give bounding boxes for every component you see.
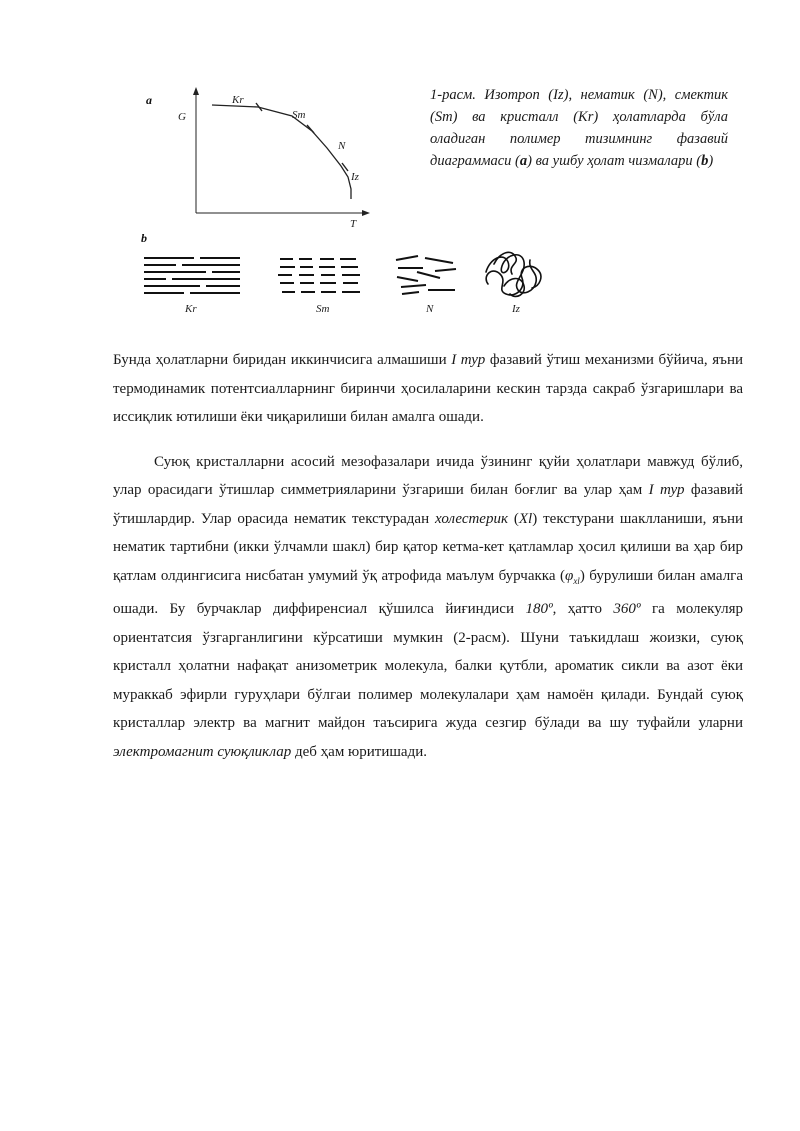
panel-b-label: b bbox=[141, 231, 147, 245]
figure-caption bbox=[430, 84, 728, 172]
curve-label-iz: Iz bbox=[351, 171, 359, 183]
x-axis-label: T bbox=[350, 218, 357, 230]
caption-panel-b: b bbox=[701, 153, 709, 169]
state-sketch-sm bbox=[278, 259, 360, 292]
emphasis: I тур bbox=[648, 482, 685, 498]
state-sketch-kr bbox=[144, 258, 240, 293]
emphasis: 180º bbox=[525, 601, 553, 617]
paragraph-2: Суюқ кристалларни асосий мезофазалари ичида ўзининг қуйи ҳолатлари мавжуд бўлиб, улар орасидаги ўтишлар симметрияларини ўзгариши билан боғлиг ва улар ҳам I тур фазавий ўтишлардир. Улар орасида нематик текстурадан холестерик (Xl) текстурани шаклланиши, яъни нематик тартибни (икки ўлчамли шакл) бир қатор кетма-кет қатламлар ҳосил қилиши ва ҳар бир қатлам олдингисига нисбатан умумий ўқ атрофида маълум бурчакка $(\varphi_{xl})$ бурулиши билан амалга ошади. Бу бурчаклар диффиренсиал қўшилса йиғиндиси 180º, ҳатто 360º га молекуляр ориентатсия ўзгарганлигини кўрсатиши мумкин (2-расм). Шуни таъкидлаш жоизки, суюқ кристалл ҳолатни нафақат анизометрик молекула, балки қутбли, ароматик сикли ва азот ёки мураккаб эфирли гуруҳлари бўлгаи полимер молекулалари ҳам намоён қилади. Бундай суюқ кристаллар электр ва магнит майдон таъсирига жуда сезгир бўлади ва шу туфайли уларни электромагнит суюқликлар деб ҳам юритишади. bbox=[113, 453, 743, 760]
phi-symbol: $\varphi_{xl}$ bbox=[565, 567, 580, 586]
emphasis: 360º bbox=[613, 601, 641, 617]
caption-text: ) ва кристалл ( bbox=[452, 109, 579, 125]
state-label-n: N bbox=[426, 303, 434, 315]
paragraph-1: Бунда ҳолатларни биридан иккинчисига алмашиши I тур фазавий ўтиш механизми бўйича, яъни термодинамик потентсиалларнинг биринчи ҳосилаларини кескин тарзда сакраб ўзгаришлари ва иссиқлик ютилиши ёки чиқарилиши билан амалга ошади. bbox=[113, 352, 743, 425]
state-sketch-iz bbox=[486, 252, 541, 296]
emphasis: I тур bbox=[451, 352, 486, 368]
body-text bbox=[113, 346, 743, 766]
caption-text: ), нематик ( bbox=[563, 87, 649, 103]
caption-text: ), смектик ( bbox=[430, 87, 728, 125]
caption-text: ) ҳолатларда бўла оладиган полимер тизимнинг фазавий диаграммаси ( bbox=[430, 109, 728, 169]
state-sketch-n bbox=[396, 256, 456, 294]
caption-kr: Kr bbox=[578, 109, 594, 125]
free-energy-curve bbox=[212, 105, 351, 199]
state-label-iz: Iz bbox=[512, 303, 520, 315]
caption-panel-a: а bbox=[519, 153, 528, 169]
emphasis: электромагнит суюқликлар bbox=[113, 743, 292, 760]
panel-a-label: a bbox=[146, 93, 152, 107]
caption-text: ) ва ушбу ҳолат чизмалари ( bbox=[527, 153, 702, 169]
caption-text: 1-расм. Изотроп ( bbox=[430, 87, 554, 103]
caption-iz: Iz bbox=[553, 87, 564, 103]
caption-n: N bbox=[648, 87, 658, 103]
y-axis-label: G bbox=[178, 111, 186, 123]
caption-text: ) bbox=[708, 153, 714, 169]
curve-label-kr: Kr bbox=[232, 94, 244, 106]
curve-label-sm: Sm bbox=[292, 109, 306, 121]
caption-sm: Sm bbox=[434, 109, 453, 125]
curve-label-n: N bbox=[338, 140, 346, 152]
state-label-sm: Sm bbox=[316, 303, 330, 315]
emphasis: холестерик bbox=[435, 510, 508, 527]
emphasis: Xl bbox=[518, 510, 533, 527]
state-label-kr: Kr bbox=[185, 303, 197, 315]
